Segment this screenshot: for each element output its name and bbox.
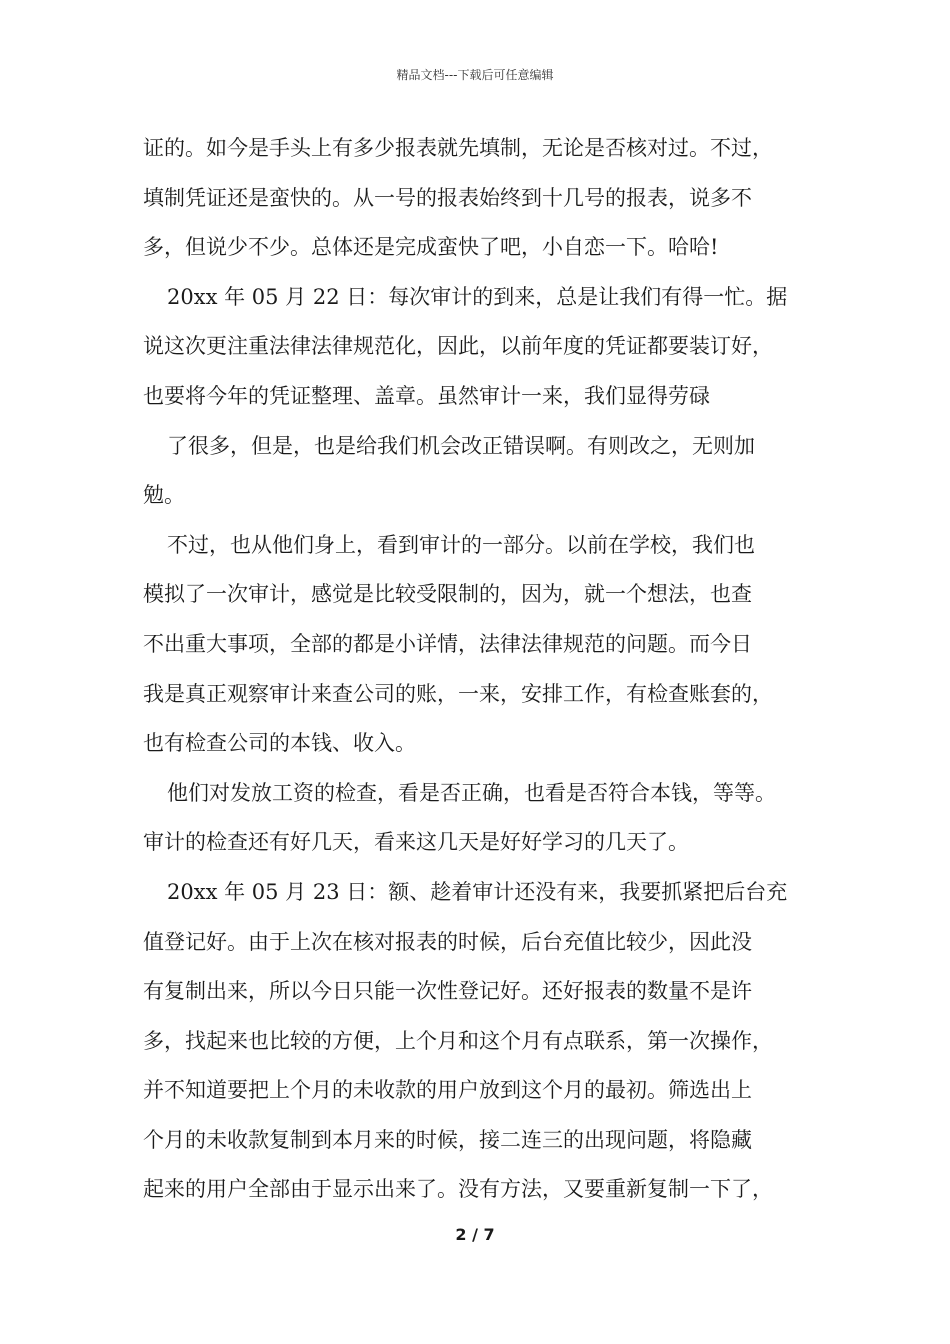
text-line: 并不知道要把上个月的未收款的用户放到这个月的最初。筛选出上 <box>143 1078 752 1103</box>
text-line: 填制凭证还是蛮快的。从一号的报表始终到十几号的报表，说多不 <box>143 185 752 210</box>
paragraph-start-line: 他们对发放工资的检查，看是否正确，也看是否符合本钱，等等。 <box>167 780 776 805</box>
text-line: 多，但说少不少。总体还是完成蛮快了吧，小自恋一下。哈哈! <box>143 235 719 260</box>
text-line: 模拟了一次审计，感觉是比较受限制的，因为，就一个想法，也查 <box>143 582 752 607</box>
page-header: 精品文档---下载后可任意编辑 <box>396 68 554 82</box>
text-line: 也有检查公司的本钱、收入。 <box>143 731 416 756</box>
paragraph-start-line: 20xx 年 05 月 23 日：额、趁着审计还没有来，我要抓紧把后台充 <box>167 879 788 904</box>
text-line: 说这次更注重法律法律规范化，因此，以前年度的凭证都要装订好， <box>143 334 773 359</box>
text-line: 也要将今年的凭证整理、盖章。虽然审计一来，我们显得劳碌 <box>143 383 710 408</box>
page-number: 2 / 7 <box>455 1225 495 1244</box>
text-line: 审计的检查还有好几天，看来这几天是好好学习的几天了。 <box>143 830 689 855</box>
paragraph-start-line: 20xx 年 05 月 22 日：每次审计的到来，总是让我们有得一忙。据 <box>167 284 788 309</box>
text-line: 不出重大事项，全部的都是小详情，法律法律规范的问题。而今日 <box>143 631 752 656</box>
text-line: 个月的未收款复制到本月来的时候，接二连三的出现问题，将隐藏 <box>143 1127 752 1152</box>
text-line: 多，找起来也比较的方便，上个月和这个月有点联系，第一次操作， <box>143 1028 773 1053</box>
document-body <box>143 124 833 1215</box>
text-line: 值登记好。由于上次在核对报表的时候，后台充值比较少，因此没 <box>143 929 752 954</box>
text-line: 有复制出来，所以今日只能一次性登记好。还好报表的数量不是许 <box>143 979 752 1004</box>
text-line: 我是真正观察审计来查公司的账，一来，安排工作，有检查账套的， <box>143 681 773 706</box>
text-line: 证的。如今是手头上有多少报表就先填制，无论是否核对过。不过， <box>143 136 773 160</box>
paragraph-start-line: 了很多，但是，也是给我们机会改正错误啊。有则改之，无则加 <box>167 433 755 458</box>
paragraph-start-line: 不过，也从他们身上，看到审计的一部分。以前在学校，我们也 <box>167 532 755 557</box>
text-line: 起来的用户全部由于显示出来了。没有方法，又要重新复制一下了， <box>143 1177 773 1202</box>
text-line: 勉。 <box>143 483 185 508</box>
